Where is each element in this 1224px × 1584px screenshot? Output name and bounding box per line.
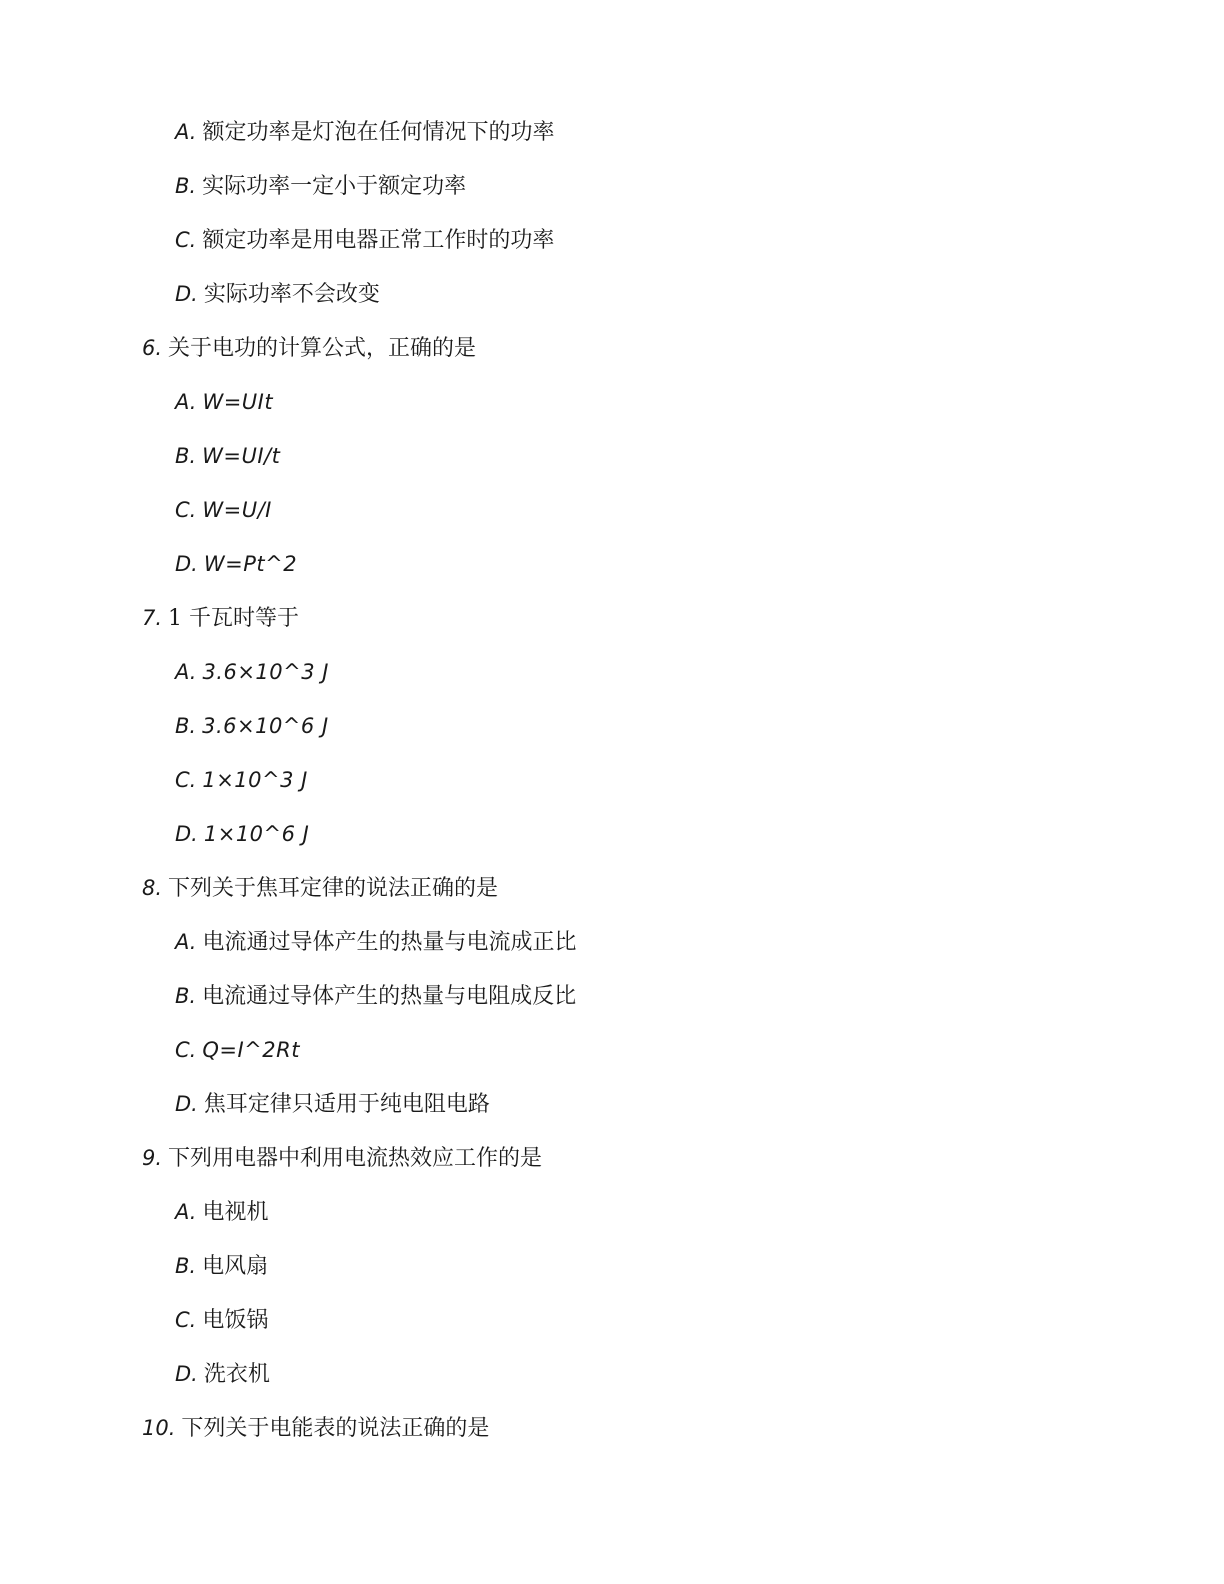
question-text: 关于电功的计算公式，正确的是 bbox=[168, 336, 477, 361]
question-stem bbox=[142, 334, 476, 363]
question-stem bbox=[142, 874, 498, 903]
option-text: 电风扇 bbox=[202, 1254, 269, 1279]
option-text: W=UIt bbox=[202, 390, 274, 414]
option-label: C. bbox=[175, 228, 197, 252]
answer-option bbox=[175, 1360, 270, 1389]
answer-option bbox=[175, 1198, 268, 1227]
answer-option bbox=[175, 442, 280, 471]
answer-option bbox=[175, 1306, 268, 1335]
option-label: D. bbox=[175, 1362, 198, 1386]
option-text: W=UI/t bbox=[202, 444, 281, 468]
option-text: 实际功率不会改变 bbox=[203, 282, 380, 307]
question-stem bbox=[142, 1414, 489, 1443]
question-number: 6. bbox=[142, 336, 163, 360]
option-label: C. bbox=[175, 1308, 197, 1332]
option-text: 电视机 bbox=[202, 1200, 269, 1225]
option-text: 电流通过导体产生的热量与电阻成反比 bbox=[202, 984, 577, 1009]
option-text: W=Pt^2 bbox=[203, 552, 298, 576]
option-text: 电流通过导体产生的热量与电流成正比 bbox=[202, 930, 577, 955]
option-text: 实际功率一定小于额定功率 bbox=[202, 174, 467, 199]
option-text: W=U/I bbox=[202, 498, 272, 522]
question-number: 7. bbox=[142, 606, 163, 630]
answer-option bbox=[175, 712, 329, 741]
option-label: A. bbox=[175, 390, 197, 414]
answer-option bbox=[175, 1252, 268, 1281]
answer-option bbox=[175, 1090, 490, 1119]
question-text: 下列关于焦耳定律的说法正确的是 bbox=[168, 876, 499, 901]
option-label: A. bbox=[175, 660, 197, 684]
option-label: D. bbox=[175, 282, 198, 306]
option-label: A. bbox=[175, 1200, 197, 1224]
answer-option bbox=[175, 766, 308, 795]
answer-option bbox=[175, 928, 576, 957]
question-number: 9. bbox=[142, 1146, 163, 1170]
option-text: 洗衣机 bbox=[203, 1362, 270, 1387]
option-label: B. bbox=[175, 714, 197, 738]
question-number: 8. bbox=[142, 876, 163, 900]
option-text: Q=I^2Rt bbox=[202, 1038, 300, 1062]
option-text: 焦耳定律只适用于纯电阻电路 bbox=[203, 1092, 490, 1117]
question-stem bbox=[142, 1144, 542, 1173]
option-label: D. bbox=[175, 822, 198, 846]
option-label: B. bbox=[175, 1254, 197, 1278]
answer-option bbox=[175, 226, 554, 255]
option-label: C. bbox=[175, 1038, 197, 1062]
answer-option bbox=[175, 118, 554, 147]
option-text: 1×10^3 J bbox=[202, 768, 308, 792]
option-label: A. bbox=[175, 930, 197, 954]
option-label: D. bbox=[175, 552, 198, 576]
question-stem bbox=[142, 604, 299, 633]
option-label: D. bbox=[175, 1092, 198, 1116]
answer-option bbox=[175, 820, 309, 849]
answer-option bbox=[175, 496, 272, 525]
option-label: C. bbox=[175, 768, 197, 792]
option-text: 3.6×10^6 J bbox=[202, 714, 329, 738]
option-label: B. bbox=[175, 444, 197, 468]
question-number: 10. bbox=[142, 1416, 176, 1440]
option-label: A. bbox=[175, 120, 197, 144]
question-text: 下列用电器中利用电流热效应工作的是 bbox=[168, 1146, 543, 1171]
answer-option bbox=[175, 982, 576, 1011]
option-text: 1×10^6 J bbox=[203, 822, 310, 846]
answer-option bbox=[175, 388, 273, 417]
option-label: C. bbox=[175, 498, 197, 522]
question-text: 下列关于电能表的说法正确的是 bbox=[181, 1416, 490, 1441]
answer-option bbox=[175, 1036, 300, 1065]
question-text: 1 千瓦时等于 bbox=[168, 606, 300, 631]
option-text: 额定功率是灯泡在任何情况下的功率 bbox=[202, 120, 555, 145]
option-label: B. bbox=[175, 174, 197, 198]
option-label: B. bbox=[175, 984, 197, 1008]
option-text: 3.6×10^3 J bbox=[202, 660, 329, 684]
option-text: 额定功率是用电器正常工作时的功率 bbox=[202, 228, 555, 253]
answer-option bbox=[175, 172, 466, 201]
answer-option bbox=[175, 280, 380, 309]
option-text: 电饭锅 bbox=[202, 1308, 269, 1333]
answer-option bbox=[175, 550, 297, 579]
answer-option bbox=[175, 658, 329, 687]
